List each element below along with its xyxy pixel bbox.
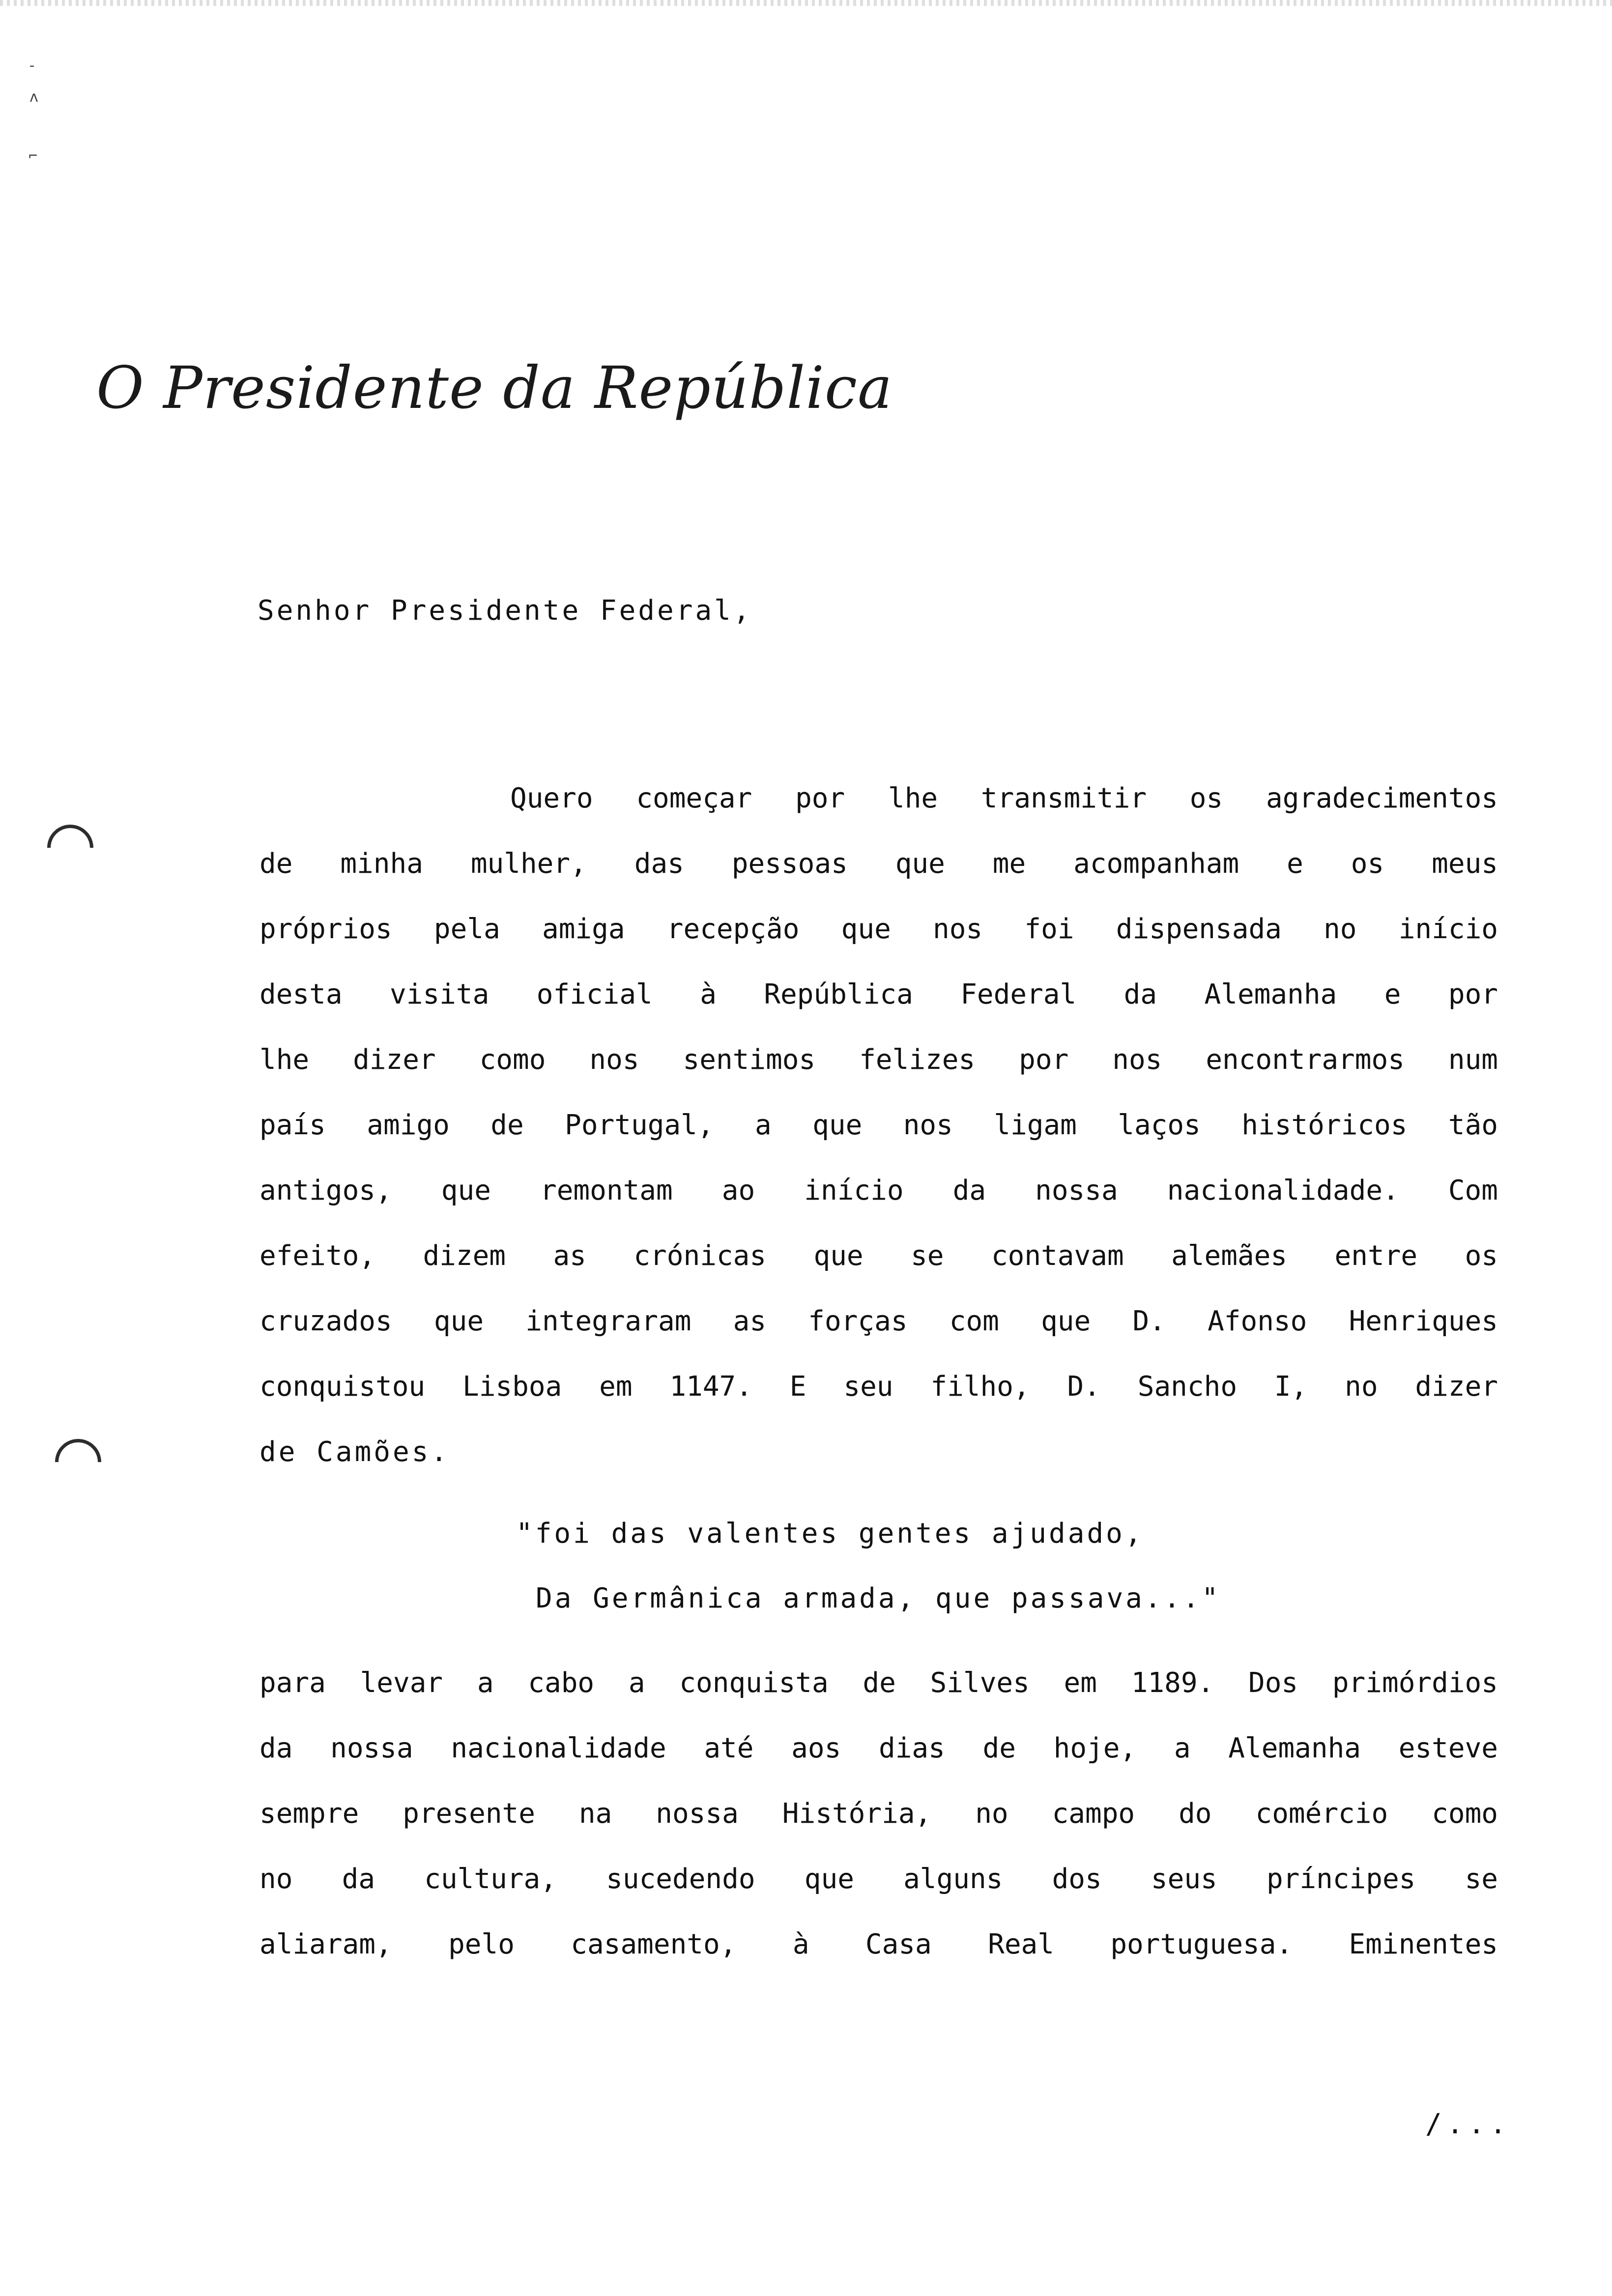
- body-line: no da cultura, sucedendo que alguns dos seus príncipes se: [259, 1863, 1498, 1895]
- punch-hole-mark: [46, 1430, 111, 1495]
- scan-mark: -: [28, 57, 37, 74]
- scan-top-edge: [0, 0, 1612, 6]
- body-line: conquistou Lisboa em 1147. E seu filho, D. Sancho I, no dizer: [259, 1371, 1498, 1403]
- continuation-marker: /...: [1425, 2108, 1511, 2140]
- scan-mark: ʌ: [29, 88, 39, 106]
- quote-line: "foi das valentes gentes ajudado,: [516, 1518, 1144, 1550]
- body-line: desta visita oficial à República Federal da Alemanha e por: [259, 978, 1498, 1010]
- body-line: lhe dizer como nos sentimos felizes por nos encontrarmos num: [259, 1044, 1498, 1076]
- body-line: sempre presente na nossa História, no campo do comércio como: [259, 1798, 1498, 1830]
- body-line: de minha mulher, das pessoas que me acompanham e os meus: [259, 848, 1498, 880]
- body-line: efeito, dizem as crónicas que se contavam alemães entre os: [259, 1240, 1498, 1272]
- scan-mark: ⌐: [29, 147, 38, 165]
- salutation: Senhor Presidente Federal,: [258, 595, 752, 627]
- body-line: para levar a cabo a conquista de Silves em 1189. Dos primórdios: [259, 1667, 1498, 1699]
- quote-line: Da Germânica armada, que passava...": [536, 1582, 1221, 1614]
- body-line: Quero começar por lhe transmitir os agradecimentos: [510, 782, 1498, 814]
- body-line: de Camões.: [259, 1436, 450, 1468]
- punch-hole-mark: [38, 815, 103, 881]
- body-line: da nossa nacionalidade até aos dias de hoje, a Alemanha esteve: [259, 1732, 1498, 1764]
- body-line: antigos, que remontam ao início da nossa nacionalidade. Com: [259, 1175, 1498, 1206]
- body-line: cruzados que integraram as forças com que D. Afonso Henriques: [259, 1305, 1498, 1337]
- body-line: país amigo de Portugal, a que nos ligam laços históricos tão: [259, 1109, 1498, 1141]
- body-line: aliaram, pelo casamento, à Casa Real portuguesa. Eminentes: [259, 1928, 1498, 1960]
- body-line: próprios pela amiga recepção que nos foi dispensada no início: [259, 913, 1498, 945]
- letterhead-title: O Presidente da República: [96, 354, 893, 422]
